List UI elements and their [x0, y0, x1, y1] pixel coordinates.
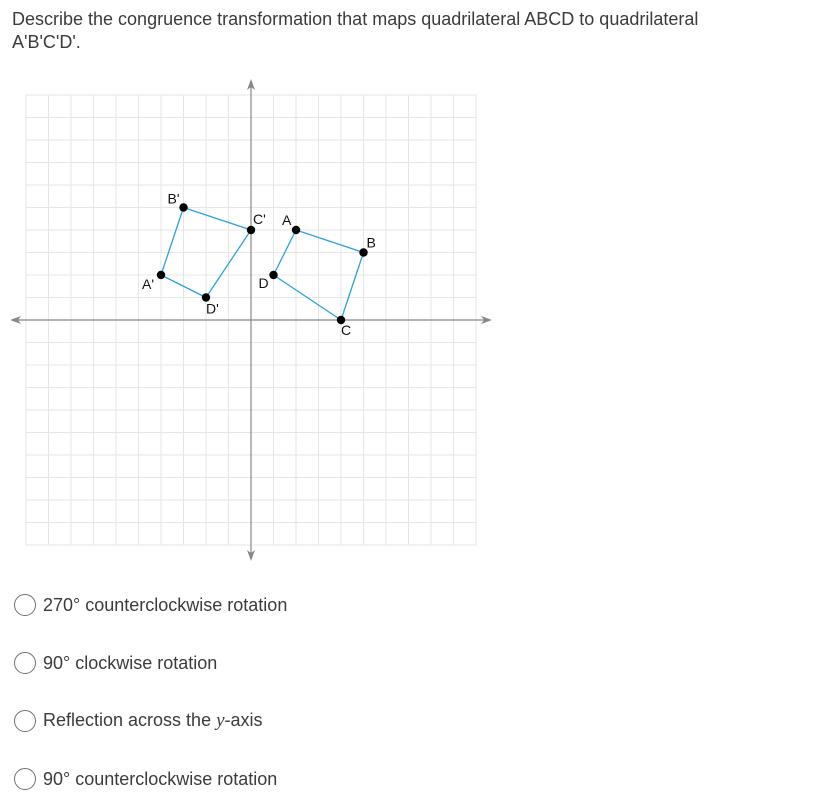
choice-label: 270° counterclockwise rotation [43, 594, 288, 615]
choice-90-cw[interactable] [14, 652, 217, 674]
vertex-point [292, 226, 300, 234]
choice-label-variable: y [216, 710, 225, 731]
radio-button[interactable] [14, 768, 36, 790]
vertex-label: A' [142, 276, 155, 292]
choice-label: 90° clockwise rotation [43, 652, 218, 673]
axes [10, 79, 492, 561]
choice-reflection-y-axis[interactable] [14, 710, 263, 732]
vertex-label: A [282, 212, 292, 228]
choice-label: 90° counterclockwise rotation [43, 768, 278, 789]
vertex-label: B [366, 234, 376, 251]
choice-label-prefix: Reflection across the [43, 710, 217, 730]
choice-270-ccw[interactable] [14, 594, 287, 616]
vertex-label: B' [167, 190, 180, 207]
vertex-label: C' [253, 211, 266, 227]
choice-label-suffix: -axis [224, 710, 263, 730]
vertex-point [247, 226, 255, 234]
vertex-label: D [258, 275, 269, 291]
vertex-point [269, 271, 277, 279]
radio-button[interactable] [14, 652, 36, 674]
vertex-label: D' [206, 300, 219, 317]
vertex-point [179, 203, 187, 211]
question-text: Describe the congruence transformation that maps quadrilateral ABCD to quadrilateral A'B'C'D'. [12, 9, 699, 52]
radio-button[interactable] [14, 710, 36, 732]
coordinate-graph [10, 78, 494, 562]
choice-label [43, 710, 263, 732]
choice-90-ccw[interactable] [14, 768, 277, 790]
vertex-point [157, 271, 165, 279]
radio-button[interactable] [14, 594, 36, 616]
vertex-label: C [341, 322, 352, 338]
